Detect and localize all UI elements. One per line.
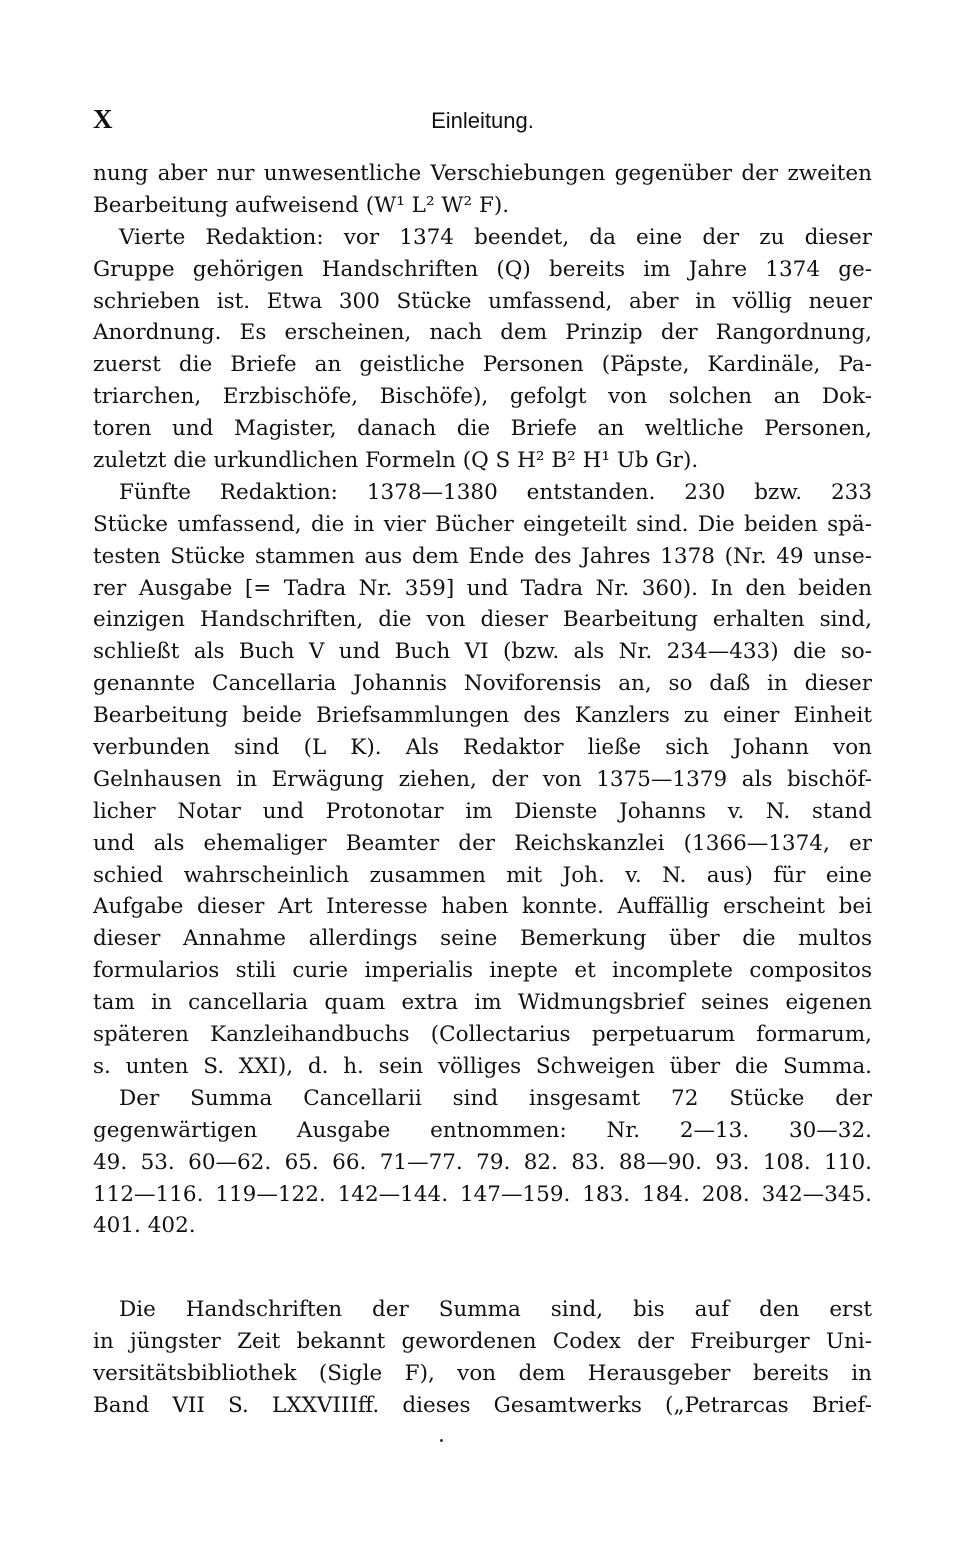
text-line: zuletzt die urkundlichen Formeln (Q S H² B² H¹ Ub Gr). xyxy=(93,448,699,474)
text-line: Stücke umfassend, die in vier Bücher eingeteilt sind. Die beiden spä- xyxy=(93,511,872,537)
text-line: Aufgabe dieser Art Interesse haben konnte. Auffällig erscheint bei xyxy=(93,894,872,920)
text-line: 112—116. 119—122. 142—144. 147—159. 183. 184. 208. 342—345. xyxy=(93,1181,872,1207)
text-line: Gelnhausen in Erwägung ziehen, der von 1375—1379 als bischöf- xyxy=(93,766,872,792)
text-line: verbunden sind (L K). Als Redaktor ließe sich Johann von xyxy=(93,735,872,761)
text-line: versitätsbibliothek (Sigle F), von dem Herausgeber bereits in xyxy=(93,1361,872,1387)
text-line: formularios stili curie imperialis inepte et incomplete compositos xyxy=(93,958,872,984)
running-head: Einleitung. xyxy=(431,108,534,133)
text-line: testen Stücke stammen aus dem Ende des Jahres 1378 (Nr. 49 unse- xyxy=(93,543,872,569)
page-header xyxy=(93,104,872,134)
text-line: s. unten S. XXI), d. h. sein völliges Schweigen über die Summa. xyxy=(93,1053,872,1079)
text-line: tam in cancellaria quam extra im Widmungsbrief seines eigenen xyxy=(93,990,872,1016)
text-line: genannte Cancellaria Johannis Noviforensis an, so daß in dieser xyxy=(93,671,872,697)
page-number: X xyxy=(93,104,113,134)
text-line: späteren Kanzleihandbuchs (Collectarius perpetuarum formarum, xyxy=(93,1022,872,1048)
text-line: schrieben ist. Etwa 300 Stücke umfassend, aber in völlig neuer xyxy=(93,288,872,314)
text-line: nung aber nur unwesentliche Verschiebungen gegenüber der zweiten xyxy=(93,161,872,186)
text-line: in jüngster Zeit bekannt gewordenen Codex der Freiburger Uni- xyxy=(93,1329,872,1355)
text-line: 49. 53. 60—62. 65. 66. 71—77. 79. 82. 83. 88—90. 93. 108. 110. xyxy=(93,1149,872,1175)
text-line: toren und Magister, danach die Briefe an weltliche Personen, xyxy=(93,416,872,442)
text-line: Bearbeitung beide Briefsammlungen des Kanzlers zu einer Einheit xyxy=(93,703,872,729)
text-line: und als ehemaliger Beamter der Reichskanzlei (1366—1374, er xyxy=(93,830,872,856)
text-line: Vierte Redaktion: vor 1374 beendet, da eine der zu dieser xyxy=(119,224,872,250)
text-line: Band VII S. LXXVIIIff. dieses Gesamtwerks („Petrarcas Brief- xyxy=(93,1392,872,1418)
text-line: gegenwärtigen Ausgabe entnommen: Nr. 2—13. 30—32. xyxy=(93,1117,872,1143)
text-line: schied wahrscheinlich zusammen mit Joh. v. N. aus) für eine xyxy=(93,862,872,888)
text-line: Bearbeitung aufweisend (W¹ L² W² F). xyxy=(93,192,510,218)
text-line: triarchen, Erzbischöfe, Bischöfe), gefolgt von solchen an Dok- xyxy=(93,384,872,410)
body-text xyxy=(93,158,872,1422)
paragraph-gap xyxy=(93,1242,872,1294)
text-line: Fünfte Redaktion: 1378—1380 entstanden. 230 bzw. 233 xyxy=(119,479,872,505)
text-line: dieser Annahme allerdings seine Bemerkung über die multos xyxy=(93,926,872,952)
text-line: schließt als Buch V und Buch VI (bzw. als Nr. 234—433) die so- xyxy=(93,639,872,665)
print-speck xyxy=(440,1439,443,1442)
text-line: zuerst die Briefe an geistliche Personen (Päpste, Kardinäle, Pa- xyxy=(93,352,872,378)
text-line: einzigen Handschriften, die von dieser Bearbeitung erhalten sind, xyxy=(93,607,872,633)
text-line: rer Ausgabe [= Tadra Nr. 359] und Tadra Nr. 360). In den beiden xyxy=(93,575,872,601)
text-line: licher Notar und Protonotar im Dienste Johanns v. N. stand xyxy=(93,798,872,824)
text-line: Der Summa Cancellarii sind insgesamt 72 Stücke der xyxy=(119,1085,872,1111)
text-line: 401. 402. xyxy=(93,1213,196,1239)
text-line: Gruppe gehörigen Handschriften (Q) bereits im Jahre 1374 ge- xyxy=(93,256,872,282)
text-line: Die Handschriften der Summa sind, bis auf den erst xyxy=(119,1297,872,1323)
text-line: Anordnung. Es erscheinen, nach dem Prinzip der Rangordnung, xyxy=(93,320,872,346)
